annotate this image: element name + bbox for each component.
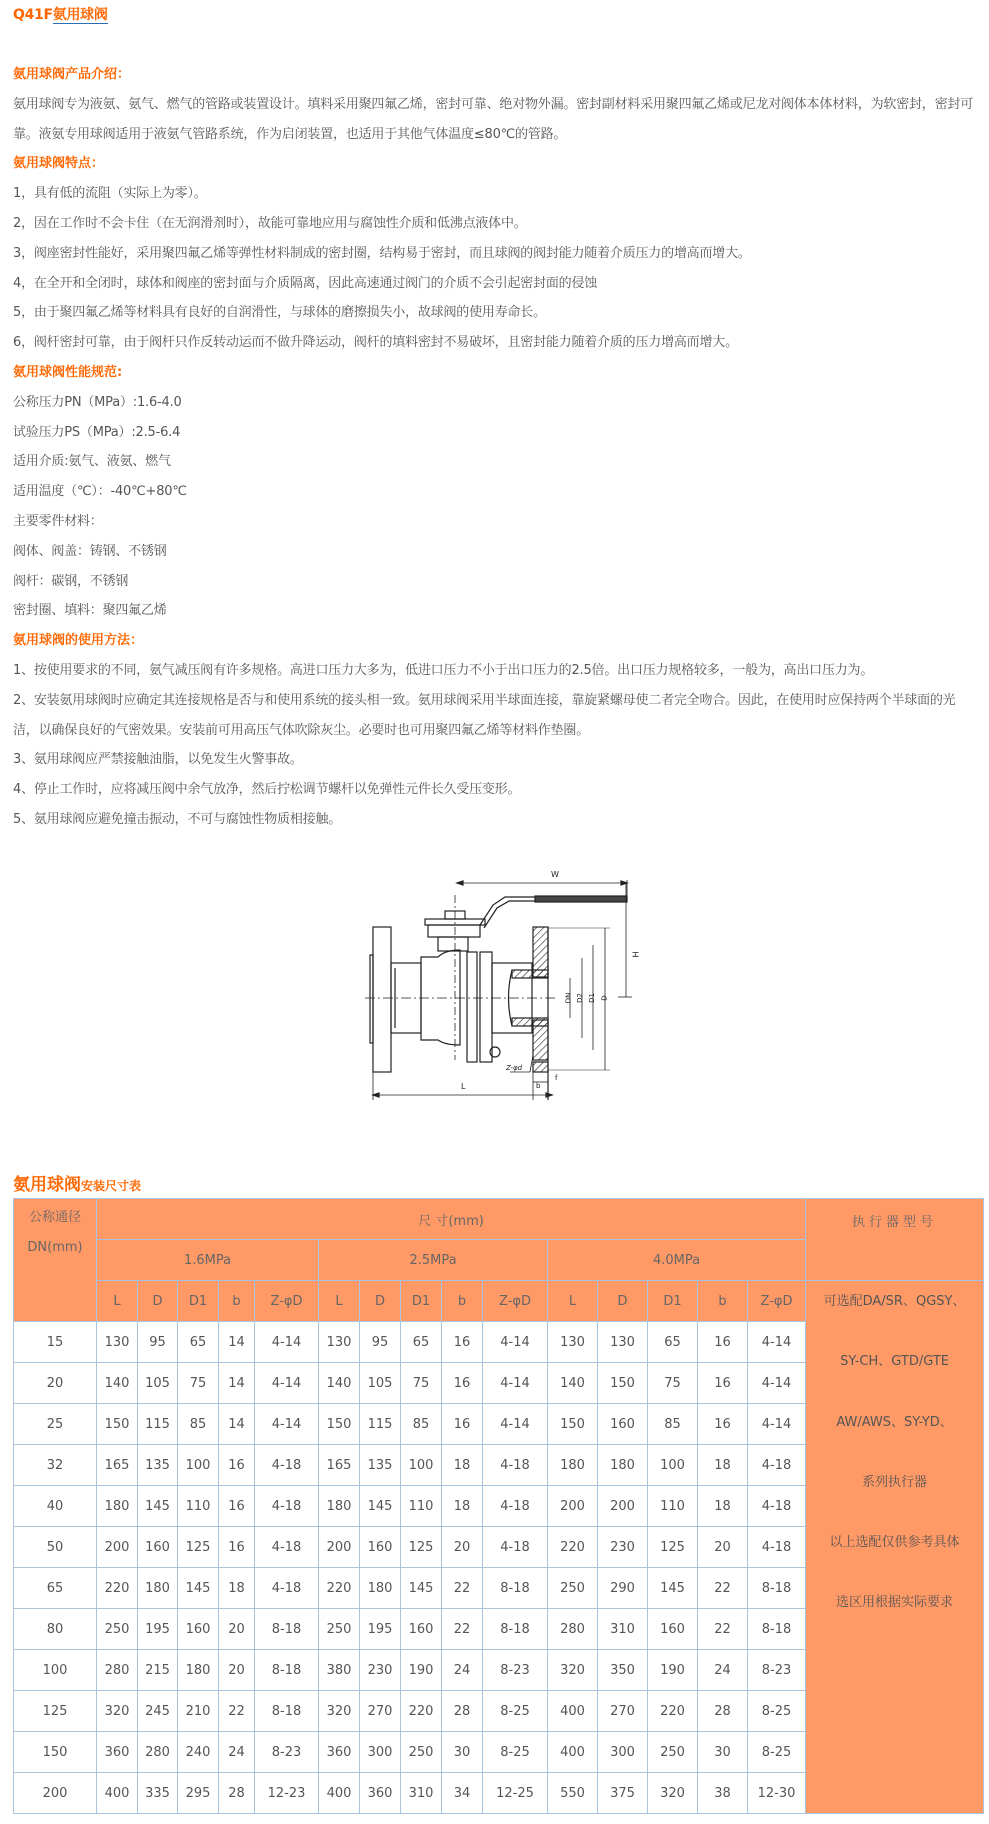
column-header: Z-φD <box>483 1281 548 1322</box>
dimension-cell: 75 <box>401 1363 442 1404</box>
dimension-cell: 180 <box>548 1445 598 1486</box>
column-header: D <box>360 1281 401 1322</box>
dimension-cell: 165 <box>319 1445 360 1486</box>
table-title-main: 氨用球阀 <box>13 1175 81 1195</box>
dimension-cell: 110 <box>401 1486 442 1527</box>
column-header: b <box>698 1281 748 1322</box>
dimension-cell: 4-18 <box>255 1445 319 1486</box>
dimension-cell: 215 <box>138 1650 178 1691</box>
dimension-cell: 4-14 <box>483 1404 548 1445</box>
dn-cell: 125 <box>14 1691 97 1732</box>
table-title <box>13 1170 141 1195</box>
dimension-cell: 145 <box>138 1486 178 1527</box>
dimension-cell: 4-18 <box>748 1445 806 1486</box>
dimension-cell: 135 <box>138 1445 178 1486</box>
dn-header <box>14 1199 97 1322</box>
dimension-cell: 130 <box>548 1322 598 1363</box>
dimension-cell: 270 <box>598 1691 648 1732</box>
dimension-cell: 4-18 <box>255 1527 319 1568</box>
dimension-cell: 270 <box>360 1691 401 1732</box>
valve-drawing <box>355 860 640 1105</box>
dimension-cell: 180 <box>319 1486 360 1527</box>
dimension-cell: 22 <box>442 1568 483 1609</box>
dimension-cell: 310 <box>401 1773 442 1814</box>
dimension-cell: 4-18 <box>483 1486 548 1527</box>
dimension-cell: 20 <box>442 1527 483 1568</box>
size-header: 尺 寸(mm) <box>97 1199 806 1240</box>
dimension-cell: 220 <box>319 1568 360 1609</box>
dimension-cell: 250 <box>97 1609 138 1650</box>
dimension-cell: 16 <box>219 1445 255 1486</box>
executor-option-line: 选区用根据实际要求 <box>836 1595 954 1611</box>
dimension-cell: 95 <box>360 1322 401 1363</box>
dimension-cell: 4-14 <box>748 1322 806 1363</box>
dimension-cell: 8-23 <box>483 1650 548 1691</box>
dimension-cell: 22 <box>698 1568 748 1609</box>
dimension-cell: 20 <box>219 1609 255 1650</box>
column-header: D1 <box>401 1281 442 1322</box>
dimension-cell: 4-14 <box>255 1322 319 1363</box>
dimension-cell: 145 <box>360 1486 401 1527</box>
dim-label-d2: D2 <box>575 993 584 1003</box>
executor-option-line: 以上选配仅供参考具体 <box>829 1535 960 1551</box>
dimension-cell: 160 <box>178 1609 219 1650</box>
features-heading: 氨用球阀特点： <box>13 156 105 172</box>
dimension-cell: 160 <box>360 1527 401 1568</box>
dimension-cell: 150 <box>598 1363 648 1404</box>
dimension-cell: 210 <box>178 1691 219 1732</box>
dimension-cell: 4-18 <box>255 1486 319 1527</box>
dimension-cell: 125 <box>401 1527 442 1568</box>
dimension-cell: 295 <box>178 1773 219 1814</box>
usage-item: 3、氨用球阀应严禁接触油脂，以免发生火警事故。 <box>13 752 303 768</box>
dimension-cell: 150 <box>319 1404 360 1445</box>
dim-label-z-phi-d: Z-φd <box>506 1064 523 1072</box>
dimension-cell: 200 <box>548 1486 598 1527</box>
model-prefix: Q41F <box>13 7 53 23</box>
dimension-cell: 8-18 <box>748 1609 806 1650</box>
dimension-cell: 400 <box>97 1773 138 1814</box>
dimension-cell: 100 <box>401 1445 442 1486</box>
dimension-cell: 190 <box>648 1650 698 1691</box>
dimension-cell: 4-18 <box>255 1568 319 1609</box>
dimension-cell: 130 <box>97 1322 138 1363</box>
dimension-cell: 8-23 <box>748 1650 806 1691</box>
column-header: L <box>319 1281 360 1322</box>
table-title-sub: 安装尺寸表 <box>81 1179 142 1193</box>
specs-heading: 氨用球阀性能规范: <box>13 364 123 380</box>
dn-cell: 150 <box>14 1732 97 1773</box>
dimension-cell: 14 <box>219 1322 255 1363</box>
dn-cell: 100 <box>14 1650 97 1691</box>
dimension-cell: 320 <box>548 1650 598 1691</box>
dimension-cell: 150 <box>97 1404 138 1445</box>
spec-item: 试验压力PS（MPa）:2.5-6.4 <box>13 424 181 440</box>
dimension-cell: 360 <box>360 1773 401 1814</box>
dimension-cell: 220 <box>401 1691 442 1732</box>
dimension-cell: 16 <box>442 1363 483 1404</box>
dimension-cell: 16 <box>219 1486 255 1527</box>
spec-item: 适用温度（℃）：-40℃+80℃ <box>13 484 187 500</box>
dimension-cell: 400 <box>548 1732 598 1773</box>
dimension-cell: 105 <box>360 1363 401 1404</box>
spec-item: 主要零件材料： <box>13 513 103 529</box>
dn-cell: 15 <box>14 1322 97 1363</box>
column-header: Z-φD <box>255 1281 319 1322</box>
dn-cell: 32 <box>14 1445 97 1486</box>
dimension-cell: 65 <box>178 1322 219 1363</box>
dimension-cell: 4-14 <box>748 1404 806 1445</box>
dimension-cell: 4-14 <box>483 1363 548 1404</box>
executor-option-line: 系列执行器 <box>862 1474 928 1490</box>
intro-heading: 氨用球阀产品介绍： <box>13 67 131 82</box>
dimension-cell: 12-25 <box>483 1773 548 1814</box>
dim-label-f: f <box>555 1074 558 1082</box>
dimension-cell: 320 <box>648 1773 698 1814</box>
dimension-cell: 165 <box>97 1445 138 1486</box>
header-row-3 <box>14 1281 984 1322</box>
usage-item: 5、氨用球阀应避免撞击振动，不可与腐蚀性物质相接触。 <box>13 811 342 827</box>
dimension-cell: 280 <box>97 1650 138 1691</box>
dimension-cell: 8-18 <box>255 1650 319 1691</box>
dimension-cell: 8-25 <box>748 1732 806 1773</box>
spec-item: 适用介质:氨气、液氨、燃气 <box>13 454 171 470</box>
dimension-cell: 220 <box>97 1568 138 1609</box>
dimension-cell: 85 <box>648 1404 698 1445</box>
dimension-cell: 20 <box>698 1527 748 1568</box>
spec-item: 密封圈、填料：聚四氟乙烯 <box>13 603 167 619</box>
dimension-cell: 400 <box>548 1691 598 1732</box>
spec-item: 阀杆：碳钢，不锈钢 <box>13 573 129 589</box>
header-row-1 <box>14 1199 984 1240</box>
dimension-cell: 8-18 <box>255 1691 319 1732</box>
dimension-cell: 360 <box>97 1732 138 1773</box>
dimension-cell: 38 <box>698 1773 748 1814</box>
dimension-cell: 160 <box>648 1609 698 1650</box>
executor-option-line: SY-CH、GTD/GTE <box>840 1354 949 1370</box>
dimension-cell: 280 <box>138 1732 178 1773</box>
dimension-cell: 16 <box>442 1404 483 1445</box>
product-link[interactable]: 氨用球阀 <box>52 7 108 23</box>
dimension-cell: 105 <box>138 1363 178 1404</box>
dimension-cell: 24 <box>219 1732 255 1773</box>
dimension-cell: 4-14 <box>255 1404 319 1445</box>
dimension-cell: 550 <box>548 1773 598 1814</box>
dimension-cell: 8-25 <box>748 1691 806 1732</box>
dimension-cell: 28 <box>442 1691 483 1732</box>
dimension-cell: 195 <box>360 1609 401 1650</box>
dimension-cell: 240 <box>178 1732 219 1773</box>
column-header: b <box>219 1281 255 1322</box>
dimension-cell: 8-18 <box>483 1609 548 1650</box>
dimension-cell: 16 <box>698 1363 748 1404</box>
dim-label-d: D <box>600 995 609 1001</box>
dimension-cell: 65 <box>648 1322 698 1363</box>
executor-header: 执行器型号 <box>806 1199 984 1281</box>
pressure-header-2-5: 2.5MPa <box>319 1240 548 1281</box>
dn-cell: 25 <box>14 1404 97 1445</box>
dimension-cell: 125 <box>648 1527 698 1568</box>
dimension-cell: 145 <box>178 1568 219 1609</box>
dimension-cell: 18 <box>442 1445 483 1486</box>
dimension-cell: 380 <box>319 1650 360 1691</box>
dimension-cell: 220 <box>548 1527 598 1568</box>
dim-label-h: H <box>631 951 641 958</box>
dimension-cell: 190 <box>401 1650 442 1691</box>
dimension-cell: 320 <box>97 1691 138 1732</box>
dimension-cell: 115 <box>138 1404 178 1445</box>
dimension-cell: 220 <box>648 1691 698 1732</box>
dimension-cell: 22 <box>219 1691 255 1732</box>
dn-cell: 40 <box>14 1486 97 1527</box>
dimension-cell: 310 <box>598 1609 648 1650</box>
dimension-cell: 14 <box>219 1363 255 1404</box>
product-description <box>13 60 978 835</box>
dimension-cell: 195 <box>138 1609 178 1650</box>
dimension-cell: 8-18 <box>483 1568 548 1609</box>
column-header: b <box>442 1281 483 1322</box>
dimension-cell: 16 <box>698 1322 748 1363</box>
dimension-cell: 140 <box>548 1363 598 1404</box>
installation-dimensions-table <box>13 1198 984 1814</box>
dimension-cell: 125 <box>178 1527 219 1568</box>
dimension-cell: 65 <box>401 1322 442 1363</box>
dimension-cell: 95 <box>138 1322 178 1363</box>
dimension-cell: 16 <box>219 1527 255 1568</box>
dimension-cell: 18 <box>219 1568 255 1609</box>
dimension-cell: 30 <box>442 1732 483 1773</box>
dimension-cell: 8-23 <box>255 1732 319 1773</box>
dimension-cell: 4-14 <box>255 1363 319 1404</box>
dimension-cell: 4-14 <box>748 1363 806 1404</box>
pressure-header-1-6: 1.6MPa <box>97 1240 319 1281</box>
dn-header-line1: 公称通径 <box>28 1210 81 1225</box>
dimension-cell: 180 <box>178 1650 219 1691</box>
dimension-cell: 130 <box>319 1322 360 1363</box>
dimension-cell: 100 <box>648 1445 698 1486</box>
dimension-cell: 18 <box>698 1486 748 1527</box>
dimension-cell: 140 <box>97 1363 138 1404</box>
dimension-cell: 200 <box>598 1486 648 1527</box>
dimension-cell: 250 <box>648 1732 698 1773</box>
dimension-cell: 20 <box>219 1650 255 1691</box>
dimension-cell: 8-25 <box>483 1732 548 1773</box>
dimension-cell: 30 <box>698 1732 748 1773</box>
dimension-cell: 8-18 <box>748 1568 806 1609</box>
dimension-cell: 14 <box>219 1404 255 1445</box>
dimension-cell: 145 <box>648 1568 698 1609</box>
dimension-cell: 18 <box>442 1486 483 1527</box>
usage-item: 4、停止工作时，应将减压阀中余气放净，然后拧松调节螺杆以免弹性元件长久受压变形。 <box>13 782 521 798</box>
dimension-cell: 180 <box>598 1445 648 1486</box>
feature-item: 1，具有低的流阻（实际上为零）。 <box>13 186 207 202</box>
dimension-cell: 28 <box>698 1691 748 1732</box>
feature-item: 6，阀杆密封可靠，由于阀杆只作反转动运而不做升降运动，阀杆的填料密封不易破坏，且密封能力随着介质的压力增高而增大。 <box>13 335 738 351</box>
executor-options-cell <box>806 1281 984 1814</box>
dimension-cell: 160 <box>598 1404 648 1445</box>
usage-heading: 氨用球阀的使用方法： <box>13 633 144 649</box>
dimension-cell: 360 <box>319 1732 360 1773</box>
executor-option-line: 可选配DA/SR、QGSY、 <box>823 1294 966 1309</box>
dimension-cell: 200 <box>97 1527 138 1568</box>
dimension-cell: 110 <box>648 1486 698 1527</box>
dimension-cell: 18 <box>698 1445 748 1486</box>
column-header: L <box>97 1281 138 1322</box>
dimension-cell: 200 <box>319 1527 360 1568</box>
dimension-cell: 115 <box>360 1404 401 1445</box>
column-header: D <box>138 1281 178 1322</box>
dimension-cell: 160 <box>401 1609 442 1650</box>
dimension-cell: 180 <box>360 1568 401 1609</box>
dimension-cell: 145 <box>401 1568 442 1609</box>
dimension-cell: 28 <box>219 1773 255 1814</box>
dn-cell: 65 <box>14 1568 97 1609</box>
spec-item: 公称压力PN（MPa）:1.6-4.0 <box>13 394 182 410</box>
dimension-cell: 350 <box>598 1650 648 1691</box>
column-header: D1 <box>178 1281 219 1322</box>
dim-label-w: W <box>551 870 559 879</box>
dim-label-l: L <box>461 1082 466 1091</box>
dimension-cell: 24 <box>698 1650 748 1691</box>
dimension-cell: 280 <box>548 1609 598 1650</box>
dimension-cell: 4-18 <box>748 1527 806 1568</box>
dim-label-dn: DN <box>564 992 573 1004</box>
dimension-cell: 250 <box>548 1568 598 1609</box>
dimension-cell: 4-18 <box>748 1486 806 1527</box>
dimension-cell: 130 <box>598 1322 648 1363</box>
executor-option-line: AW/AWS、SY-YD、 <box>836 1414 953 1430</box>
pressure-header-4-0: 4.0MPa <box>548 1240 806 1281</box>
dimension-cell: 300 <box>360 1732 401 1773</box>
dimension-cell: 160 <box>138 1527 178 1568</box>
dimension-cell: 250 <box>319 1609 360 1650</box>
dimension-cell: 320 <box>319 1691 360 1732</box>
column-header: L <box>548 1281 598 1322</box>
dn-cell: 200 <box>14 1773 97 1814</box>
dimension-cell: 22 <box>698 1609 748 1650</box>
column-header: D1 <box>648 1281 698 1322</box>
intro-text: 氨用球阀专为液氨、氨气、燃气的管路或装置设计。填料采用聚四氟乙烯，密封可靠、绝对物外漏。密封副材料采用聚四氟乙烯或尼龙对阀体本体材料，为软密封，密封可靠。液氨专用球阀适用于液氨气管路系统，作为启闭装置，也适用于其他气体温度≤80℃的管路。 <box>13 96 974 142</box>
usage-item: 1、按使用要求的不同，氨气减压阀有许多规格。高进口压力大多为，低进口压力不小于出口压力的2.5倍。出口压力规格较多，一般为，高出口压力为。 <box>13 662 874 678</box>
dimension-cell: 16 <box>698 1404 748 1445</box>
feature-item: 4，在全开和全闭时，球体和阀座的密封面与介质隔离，因此高速通过阀门的介质不会引起密封面的侵蚀 <box>13 275 598 291</box>
dimension-cell: 135 <box>360 1445 401 1486</box>
page-title <box>13 4 108 24</box>
usage-item: 2、安装氨用球阀时应确定其连接规格是否与和使用系统的接头相一致。氨用球阀采用半球面连接，靠旋紧螺母使二者完全吻合。因此，在使用时应保持两个半球面的光洁，以确保良好的气密效果。安装前可用高压气体吹除灰尘。必要时也可用聚四氟乙烯等材料作垫圈。 <box>13 692 956 738</box>
column-header: D <box>598 1281 648 1322</box>
dim-label-b: b <box>536 1082 541 1090</box>
dimension-cell: 245 <box>138 1691 178 1732</box>
feature-item: 2，因在工作时不会卡住（在无润滑剂时），故能可靠地应用与腐蚀性介质和低沸点液体中。 <box>13 215 527 231</box>
dimension-cell: 180 <box>138 1568 178 1609</box>
feature-item: 5，由于聚四氟乙烯等材料具有良好的自润滑性，与球体的磨擦损失小，故球阀的使用寿命长。 <box>13 305 546 321</box>
dimension-cell: 85 <box>178 1404 219 1445</box>
dimension-cell: 140 <box>319 1363 360 1404</box>
dimension-cell: 24 <box>442 1650 483 1691</box>
dimension-cell: 400 <box>319 1773 360 1814</box>
ball-valve-diagram-icon <box>355 860 640 1105</box>
dimension-cell: 75 <box>178 1363 219 1404</box>
dn-cell: 80 <box>14 1609 97 1650</box>
dimension-cell: 250 <box>401 1732 442 1773</box>
dim-label-d1: D1 <box>587 993 596 1003</box>
feature-item: 3，阀座密封性能好，采用聚四氟乙烯等弹性材料制成的密封圈，结构易于密封，而且球阀的阀封能力随着介质压力的增高而增大。 <box>13 245 751 261</box>
dimension-cell: 375 <box>598 1773 648 1814</box>
dimension-cell: 290 <box>598 1568 648 1609</box>
dimension-cell: 110 <box>178 1486 219 1527</box>
dn-header-line2: DN(mm) <box>27 1240 83 1255</box>
dimension-cell: 230 <box>598 1527 648 1568</box>
dn-cell: 20 <box>14 1363 97 1404</box>
dimension-cell: 4-14 <box>483 1322 548 1363</box>
dimension-cell: 75 <box>648 1363 698 1404</box>
dimension-cell: 230 <box>360 1650 401 1691</box>
dimension-cell: 22 <box>442 1609 483 1650</box>
dimension-cell: 100 <box>178 1445 219 1486</box>
dimension-cell: 4-18 <box>483 1527 548 1568</box>
dimension-cell: 8-18 <box>255 1609 319 1650</box>
spec-item: 阀体、阀盖：铸钢、不锈钢 <box>13 543 167 559</box>
dimension-cell: 300 <box>598 1732 648 1773</box>
dimension-cell: 12-30 <box>748 1773 806 1814</box>
dimension-cell: 335 <box>138 1773 178 1814</box>
dimension-cell: 8-25 <box>483 1691 548 1732</box>
dimension-cell: 34 <box>442 1773 483 1814</box>
dn-cell: 50 <box>14 1527 97 1568</box>
dimension-cell: 85 <box>401 1404 442 1445</box>
dimension-cell: 16 <box>442 1322 483 1363</box>
dimension-cell: 12-23 <box>255 1773 319 1814</box>
dimension-cell: 4-18 <box>483 1445 548 1486</box>
dimension-cell: 150 <box>548 1404 598 1445</box>
dimension-cell: 180 <box>97 1486 138 1527</box>
column-header: Z-φD <box>748 1281 806 1322</box>
